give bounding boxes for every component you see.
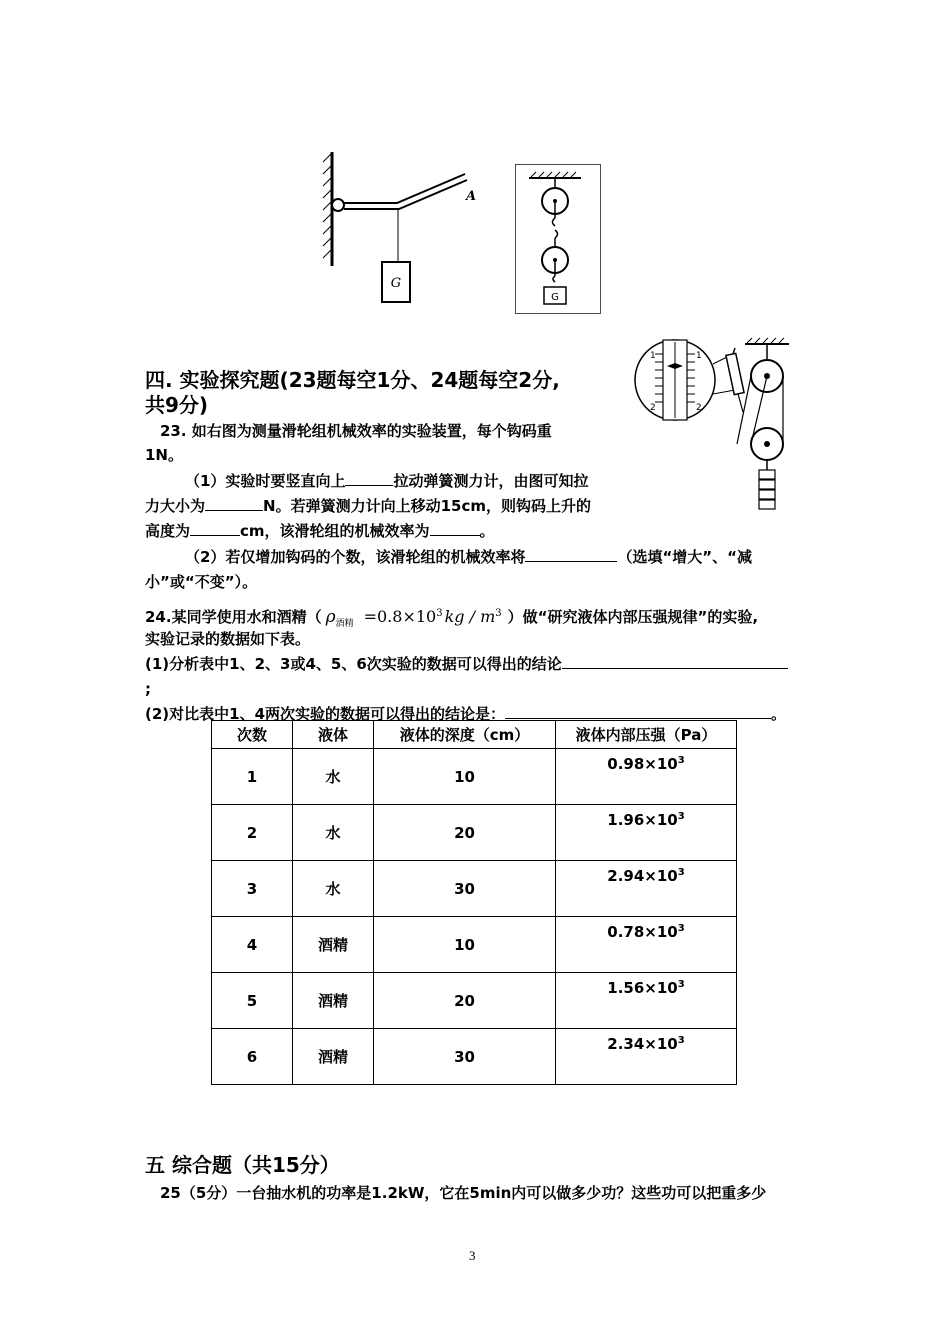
formula-unit-exp: 3 <box>495 608 502 619</box>
q24-line1-a: 24.某同学使用水和酒精（ <box>145 608 322 626</box>
cell-depth: 30 <box>374 1029 556 1085</box>
pressure-exp: 3 <box>677 867 685 878</box>
q24-q2-end: 。 <box>771 705 787 723</box>
pressure-value: 0.98×10 <box>607 755 678 773</box>
pressure-value: 1.56×10 <box>607 979 678 997</box>
q23-p3-b: cm，该滑轮组的机械效率为 <box>240 522 430 540</box>
table-header-row <box>212 721 737 749</box>
pressure-value: 1.96×10 <box>607 811 678 829</box>
pulley-setup-figure <box>633 332 818 512</box>
cell-depth: 10 <box>374 749 556 805</box>
cell-depth: 10 <box>374 917 556 973</box>
cell-pressure <box>556 917 737 973</box>
cell-count: 3 <box>212 861 293 917</box>
cell-liquid: 水 <box>293 861 374 917</box>
pressure-data-table <box>211 720 737 1085</box>
table-row <box>212 805 737 861</box>
q23-p2-b: N。若弹簧测力计向上移动15cm，则钩码上升的 <box>263 497 591 515</box>
cell-count: 1 <box>212 749 293 805</box>
lever-weight-label: G <box>390 276 402 291</box>
rho-symbol: ρ <box>325 607 336 627</box>
pressure-exp: 3 <box>677 923 685 934</box>
q23-line1: 23. 如右图为测量滑轮组机械效率的实验装置，每个钩码重 <box>160 422 552 440</box>
q23-blank-change[interactable] <box>525 545 617 562</box>
q23-p1-a: （1）实验时要竖直向上 <box>185 472 346 490</box>
header-pressure: 液体内部压强（Pa） <box>556 721 737 749</box>
formula-exp: 3 <box>436 608 443 619</box>
cell-pressure <box>556 805 737 861</box>
cell-count: 5 <box>212 973 293 1029</box>
q25-text: 25（5分）一台抽水机的功率是1.2kW，它在5min内可以做多少功？这些功可以把重多少 <box>160 1184 767 1202</box>
section4-heading-line1: 四. 实验探究题(23题每空1分、24题每空2分, <box>145 368 560 392</box>
q23-p2-a: 力大小为 <box>145 497 206 515</box>
table-row <box>212 917 737 973</box>
q24-q1-line <box>145 652 788 676</box>
lever-figure <box>312 148 482 308</box>
q23-part1-line <box>185 469 588 493</box>
cell-count: 2 <box>212 805 293 861</box>
header-liquid: 液体 <box>293 721 374 749</box>
q24-q1-end: ; <box>145 680 151 698</box>
cell-pressure <box>556 1029 737 1085</box>
cell-liquid: 酒精 <box>293 973 374 1029</box>
scale-mark-2-left: 2 <box>650 403 656 413</box>
q23-blank-force[interactable] <box>205 494 263 511</box>
q23-part1-line3 <box>145 519 495 543</box>
q24-line2: 实验记录的数据如下表。 <box>145 630 311 648</box>
q23-part2-line <box>185 545 752 569</box>
q23-p1-b: 拉动弹簧测力计，由图可知拉 <box>393 472 589 490</box>
cell-count: 4 <box>212 917 293 973</box>
q24-blank-conclusion2[interactable] <box>505 702 771 719</box>
pulley-figure <box>515 164 601 314</box>
q23-p4-a: （2）若仅增加钩码的个数，该滑轮组的机械效率将 <box>185 548 526 566</box>
q23-part1-line2 <box>145 494 591 518</box>
scale-mark-2-right: 2 <box>696 403 702 413</box>
scale-mark-1-left: 1 <box>650 351 656 361</box>
q23-p3-a: 高度为 <box>145 522 191 540</box>
cell-liquid: 水 <box>293 749 374 805</box>
q24-q2: (2)对比表中1、4两次实验的数据可以得出的结论是： <box>145 705 506 723</box>
cell-pressure <box>556 749 737 805</box>
formula-unit: kg / m <box>444 607 496 626</box>
q23-blank-height[interactable] <box>190 519 240 536</box>
q23-blank-efficiency[interactable] <box>430 519 480 536</box>
pressure-value: 0.78×10 <box>607 923 678 941</box>
pressure-exp: 3 <box>677 811 685 822</box>
cell-liquid: 酒精 <box>293 1029 374 1085</box>
q24-q1: (1)分析表中1、2、3或4、5、6次实验的数据可以得出的结论 <box>145 655 562 673</box>
formula-value: =0.8×10 <box>363 607 437 626</box>
cell-pressure <box>556 861 737 917</box>
header-depth: 液体的深度（cm） <box>374 721 556 749</box>
header-count: 次数 <box>212 721 293 749</box>
q24-line1-b: ）做“研究液体内部压强规律”的实验, <box>507 608 759 626</box>
pressure-exp: 3 <box>677 755 685 766</box>
table-row <box>212 749 737 805</box>
pressure-exp: 3 <box>677 1035 685 1046</box>
q23-p3-c: 。 <box>479 522 495 540</box>
pressure-exp: 3 <box>677 979 685 990</box>
pulley-weight-label: G <box>551 292 559 303</box>
cell-count: 6 <box>212 1029 293 1085</box>
cell-pressure <box>556 973 737 1029</box>
q23-line2: 1N。 <box>145 446 183 464</box>
section4-heading-line2: 共9分) <box>145 393 209 417</box>
scale-mark-1-right: 1 <box>696 351 702 361</box>
cell-liquid: 酒精 <box>293 917 374 973</box>
cell-liquid: 水 <box>293 805 374 861</box>
pressure-value: 2.94×10 <box>607 867 678 885</box>
table-row <box>212 973 737 1029</box>
lever-point-label: A <box>466 189 477 204</box>
q24-blank-conclusion1[interactable] <box>562 652 788 669</box>
q23-blank-direction[interactable] <box>345 469 393 486</box>
table-row <box>212 861 737 917</box>
cell-depth: 20 <box>374 805 556 861</box>
q23-p5: 小”或“不变”）。 <box>145 573 258 591</box>
cell-depth: 20 <box>374 973 556 1029</box>
pressure-value: 2.34×10 <box>607 1035 678 1053</box>
cell-depth: 30 <box>374 861 556 917</box>
section5-heading: 五 综合题（共15分） <box>145 1153 340 1177</box>
q23-p4-b: （选填“增大”、“减 <box>617 548 753 566</box>
table-row <box>212 1029 737 1085</box>
rho-subscript: 酒精 <box>335 619 354 629</box>
page-number: 3 <box>469 1248 476 1263</box>
